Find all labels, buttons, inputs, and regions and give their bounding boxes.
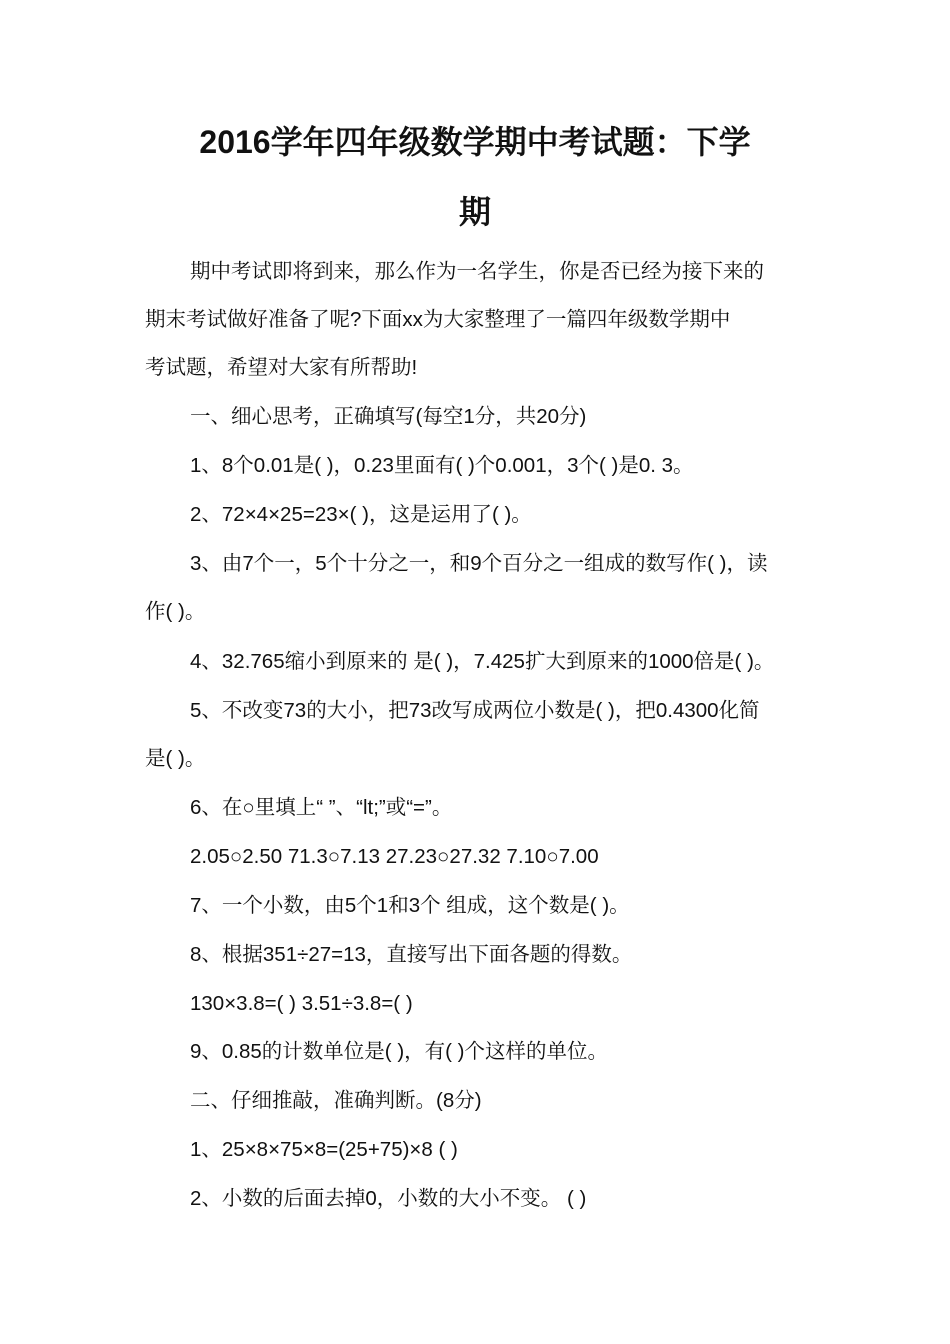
question-2: 2、72×4×25=23×( )，这是运用了( )。 <box>190 503 532 526</box>
judgement-2: 2、小数的后面去掉0，小数的大小不变。 ( ) <box>190 1187 587 1210</box>
section-heading-1: 一、细心思考，正确填写(每空1分，共20分) <box>190 405 587 428</box>
question-7: 7、一个小数，由5个1和3个 组成，这个数是( )。 <box>190 894 630 917</box>
question-8-items: 130×3.8=( ) 3.51÷3.8=( ) <box>190 992 413 1015</box>
question-3-line-2: 作( )。 <box>145 600 206 623</box>
judgement-1: 1、25×8×75×8=(25+75)×8 ( ) <box>190 1138 458 1161</box>
question-6: 6、在○里填上“ ”、“lt;”或“=”。 <box>190 796 453 819</box>
document-title-line-1: 2016学年四年级数学期中考试题：下学 <box>199 124 751 160</box>
question-4: 4、32.765缩小到原来的 是( )，7.425扩大到原来的1000倍是( )。 <box>190 650 775 673</box>
question-5-line-1: 5、不改变73的大小，把73改写成两位小数是( )，把0.4300化简 <box>190 699 760 722</box>
question-9: 9、0.85的计数单位是( )，有( )个这样的单位。 <box>190 1040 608 1063</box>
intro-line-3: 考试题，希望对大家有所帮助! <box>145 356 418 379</box>
question-6-items: 2.05○2.50 71.3○7.13 27.23○27.32 7.10○7.00 <box>190 845 599 868</box>
question-5-line-2: 是( )。 <box>145 747 206 770</box>
intro-line-2: 期末考试做好准备了呢?下面xx为大家整理了一篇四年级数学期中 <box>145 308 731 331</box>
section-heading-2: 二、仔细推敲，准确判断。(8分) <box>190 1089 482 1112</box>
question-8: 8、根据351÷27=13，直接写出下面各题的得数。 <box>190 943 633 966</box>
document-title-line-2: 期 <box>458 194 491 230</box>
question-1: 1、8个0.01是( )，0.23里面有( )个0.001，3个( )是0. 3。 <box>190 454 694 477</box>
intro-line-1: 期中考试即将到来，那么作为一名学生，你是否已经为接下来的 <box>190 260 764 283</box>
question-3-line-1: 3、由7个一，5个十分之一，和9个百分之一组成的数写作( )，读 <box>190 552 768 575</box>
